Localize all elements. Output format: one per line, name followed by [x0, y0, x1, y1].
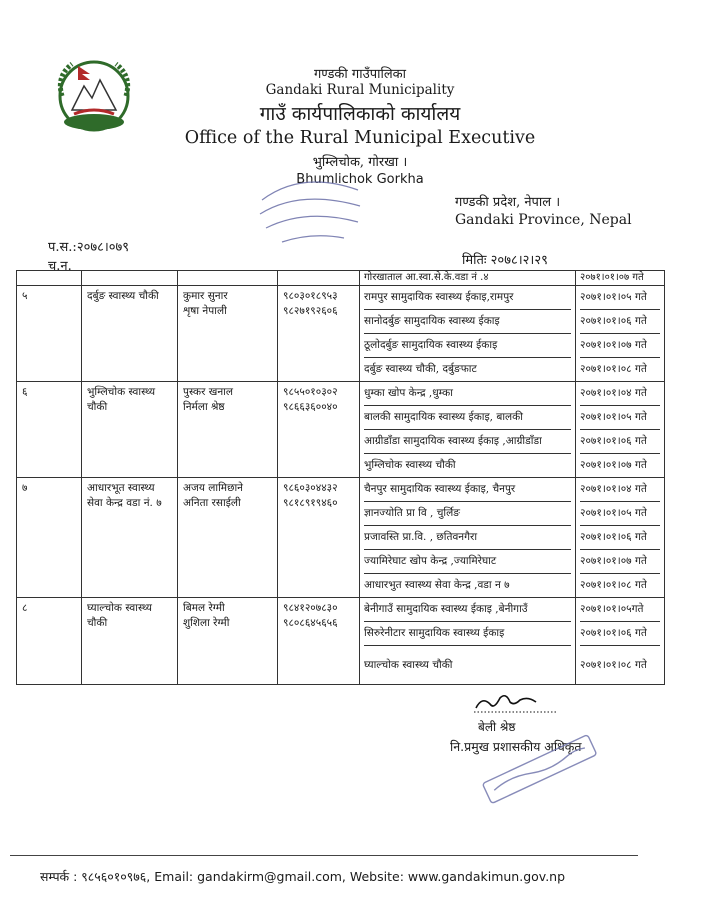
dates-cell [576, 598, 665, 685]
office-name-en: Office of the Rural Municipal Executive [184, 128, 536, 148]
activity-item: रामपुर सामुदायिक स्वास्थ्य ईकाइ,रामपुर [364, 286, 571, 310]
handwritten-signature [470, 692, 560, 714]
phone-number: ९८०८६४५६५६ [283, 617, 338, 629]
signatory-title: नि.प्रमुख प्रशासकीय अधिकृत [450, 739, 582, 754]
activity-item: ठूलोदर्बुङ सामुदायिक स्वास्थ्य ईकाइ [364, 334, 571, 358]
phone-number: ९८०३०१८९५३ [283, 290, 338, 302]
table-cell [178, 271, 278, 286]
health-station: दर्बुङ स्वास्थ्य चौकी [82, 286, 178, 382]
activity-item: भुम्लिचोक स्वास्थ्य चौकी [364, 459, 456, 471]
phones-cell [278, 286, 360, 382]
phone-number: ९८२७१९२६०६ [283, 305, 338, 317]
municipality-name-np: गण्डकी गाउँपालिका [313, 67, 407, 82]
activity-item: घ्याल्चोक स्वास्थ्य चौकी [364, 659, 453, 671]
address-en: Bhumlichok Gorkha [296, 172, 424, 187]
date-item: २०७१।०१।०८ गते [580, 659, 647, 671]
office-name-np: गाउँ कार्यपालिकाको कार्यालय [259, 103, 461, 125]
health-station: भुम्लिचोक स्वास्थ्य चौकी [82, 382, 178, 478]
municipality-logo [48, 52, 140, 140]
activity-item: सानोदर्बुङ सामुदायिक स्वास्थ्य ईकाइ [364, 310, 571, 334]
health-station: आधारभूत स्वास्थ्य सेवा केन्द्र वडा नं. ७ [82, 478, 178, 598]
table-row [17, 286, 665, 382]
date-item: २०७१।०१।०६ गते [580, 430, 660, 454]
province-en: Gandaki Province, Nepal [455, 212, 632, 228]
persons-cell [178, 598, 278, 685]
serial-number: ६ [17, 382, 82, 478]
address-np: भुम्लिचोक, गोरखा । [312, 155, 408, 170]
dates-cell [576, 286, 665, 382]
province-np: गण्डकी प्रदेश, नेपाल । [455, 195, 561, 210]
activity-item: ज्ञानज्योति प्रा वि , चुर्लिङ [364, 502, 571, 526]
footer-contact: सम्पर्क : ९८५६०१०९७६, Email: gandakirm@gmail.com, Website: www.gandakimun.gov.np [40, 869, 566, 884]
activities-cell [360, 382, 576, 478]
table-cell [17, 271, 82, 286]
person-name: बिमल रेग्मी [183, 602, 225, 614]
serial-number: ५ [17, 286, 82, 382]
dates-cell [576, 478, 665, 598]
person-name: पुस्कर खनाल [183, 386, 233, 398]
health-station: घ्याल्चोक स्वास्थ्य चौकी [82, 598, 178, 685]
activities-cell [360, 286, 576, 382]
date-item: २०७१।०१।०६ गते [580, 310, 660, 334]
person-name: निर्मला श्रेष्ठ [183, 401, 225, 413]
phone-number: ९८६०३०४४३२ [283, 482, 338, 494]
date-item: २०७१।०१।०८ गते [580, 579, 647, 591]
activities-cell [360, 598, 576, 685]
person-name: अनिता रसाईली [183, 497, 241, 509]
serial-number: ७ [17, 478, 82, 598]
table-row [17, 598, 665, 685]
date-item: २०७१।०१।०५ गते [580, 406, 660, 430]
letter-date: मितिः २०७८।२।२९ [462, 253, 548, 268]
date-item: २०७१।०१।०७ गते [580, 459, 647, 471]
person-name: शृषा नेपाली [183, 305, 227, 317]
date-item: २०७१।०१।०५ गते [580, 286, 660, 310]
persons-cell [178, 478, 278, 598]
official-stamp [470, 730, 610, 810]
activity-item: आधारभुत स्वास्थ्य सेवा केन्द्र ,वडा न ७ [364, 579, 510, 591]
activity-item: प्रजावस्ति प्रा.वि. , छतिवनगैरा [364, 526, 571, 550]
activity-item: धुम्का खोप केन्द्र ,धुम्का [364, 382, 571, 406]
table-cell [82, 271, 178, 286]
activity-cell: गोरखाताल आ.स्वा.से.के.वडा नं .४ [360, 271, 576, 286]
date-item: २०७१।०१।०५गते [580, 598, 660, 622]
date-cell: २०७१।०१।०७ गते [576, 271, 665, 286]
footer-divider [10, 855, 638, 856]
activities-cell [360, 478, 576, 598]
date-item: २०७१।०१।०७ गते [580, 550, 660, 574]
activity-item: ज्यामिरेघाट खोप केन्द्र ,ज्यामिरेघाट [364, 550, 571, 574]
municipality-name-en: Gandaki Rural Municipality [265, 82, 455, 98]
activity-item: बालकी सामुदायिक स्वास्थ्य ईकाइ, बालकी [364, 406, 571, 430]
table-row [17, 382, 665, 478]
persons-cell [178, 286, 278, 382]
activity-item: सिरुरेनीटार सामुदायिक स्वास्थ्य ईकाइ [364, 622, 571, 646]
office-stamp [252, 170, 370, 260]
table-row [17, 271, 665, 286]
person-name: कुमार सुनार [183, 290, 228, 302]
phone-number: ९८५५०१०३०२ [283, 386, 338, 398]
date-item: २०७१।०१।०६ गते [580, 526, 660, 550]
activity-item: आग्रीडाँडा सामुदायिक स्वास्थ्य ईकाइ ,आग्रीडाँडा [364, 430, 571, 454]
activity-item: दर्बुङ स्वास्थ्य चौकी, दर्बुङफाट [364, 363, 477, 375]
serial-number: ८ [17, 598, 82, 685]
phone-number: ९८१८९१९४६० [283, 497, 338, 509]
date-item: २०७१।०१।०८ गते [580, 363, 647, 375]
table-cell [278, 271, 360, 286]
signatory-name: बेली श्रेष्ठ [478, 720, 516, 734]
phones-cell [278, 478, 360, 598]
date-item: २०७१।०१।०६ गते [580, 622, 660, 646]
phone-number: ९८६६३६००४० [283, 401, 338, 413]
date-item: २०७१।०१।०४ गते [580, 382, 660, 406]
activity-item: चैनपुर सामुदायिक स्वास्थ्य ईकाइ, चैनपुर [364, 478, 571, 502]
dispatch-number: च.न. [48, 259, 72, 274]
phones-cell [278, 382, 360, 478]
persons-cell [178, 382, 278, 478]
phones-cell [278, 598, 360, 685]
table-row [17, 478, 665, 598]
reference-number: प.स.:२०७८।०७९ [48, 240, 130, 255]
dates-cell [576, 382, 665, 478]
date-item: २०७१।०१।०४ गते [580, 478, 660, 502]
person-name: शुशिला रेग्मी [183, 617, 230, 629]
schedule-table [16, 270, 665, 685]
phone-number: ९८४१२०७८३० [283, 602, 338, 614]
date-item: २०७१।०१।०७ गते [580, 334, 660, 358]
person-name: अजय लामिछाने [183, 482, 243, 494]
activity-item: बेनीगाउँ सामुदायिक स्वास्थ्य ईकाइ ,बेनीगाउँ [364, 598, 571, 622]
date-item: २०७१।०१।०५ गते [580, 502, 660, 526]
